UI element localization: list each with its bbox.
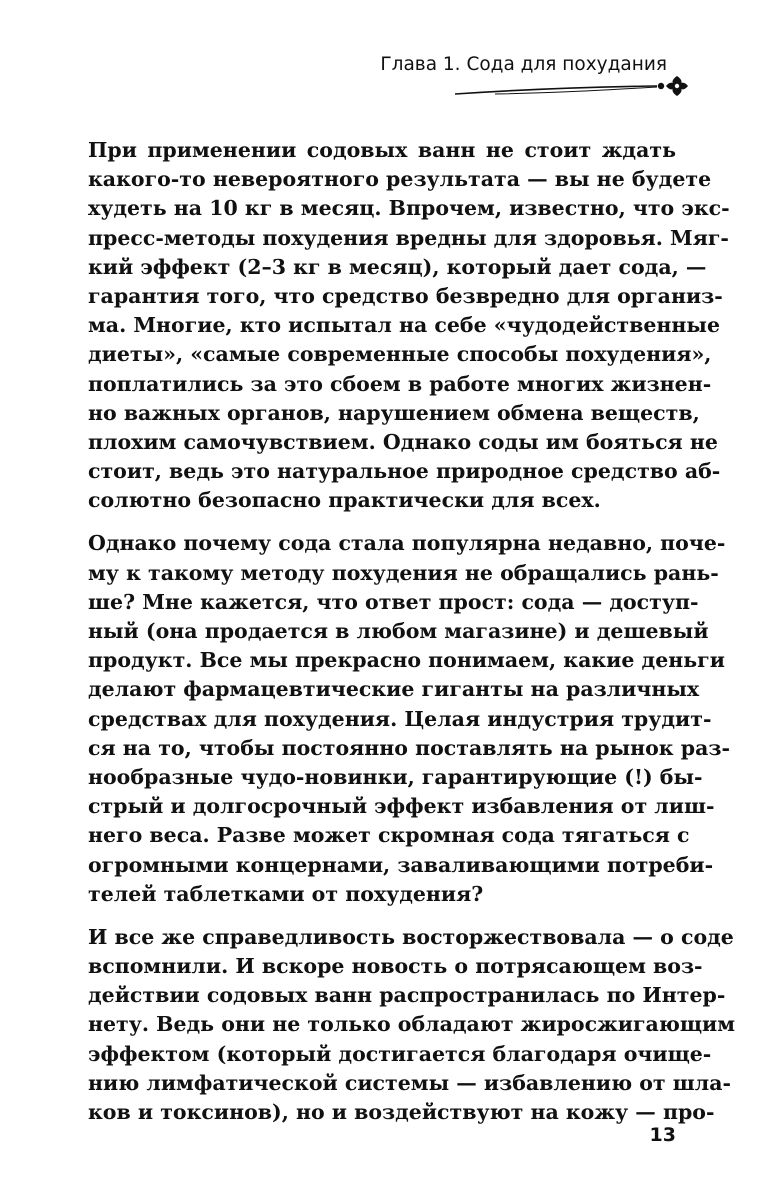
text-line: нию лимфатической системы — избавлению от шла- xyxy=(88,1070,732,1095)
text-line: диеты», «самые современные способы похудения», xyxy=(88,342,712,367)
text-line: но важных органов, нарушением обмена веществ, xyxy=(88,400,700,425)
text-line: гарантия того, что средство безвредно для организ- xyxy=(88,283,723,308)
text-line: И все же справедливость восторжествовала — о соде xyxy=(88,924,734,949)
text-line: какого-то невероятного результата — вы не будете xyxy=(88,167,712,192)
text-line: нету. Ведь они не только обладают жиросжигающим xyxy=(88,1012,736,1037)
text-line: действии содовых ванн распространилась по Интер- xyxy=(88,983,726,1008)
text-line: стрый и долгосрочный эффект избавления от лиш- xyxy=(88,794,715,819)
text-line: ма. Многие, кто испытал на себе «чудодейственные xyxy=(88,313,721,338)
text-line: стоит, ведь это натуральное природное средство аб- xyxy=(88,459,721,484)
chapter-title: Глава 1. Сода для похудания xyxy=(380,54,667,75)
text-line: нообразные чудо-новинки, гарантирующие (!) бы- xyxy=(88,764,703,789)
text-line: ше? Мне кажется, что ответ прост: сода — доступ- xyxy=(88,589,699,614)
page-number: 13 xyxy=(649,1124,676,1146)
body-text xyxy=(88,136,736,1127)
text-line: эффектом (который достигается благодаря очище- xyxy=(88,1041,712,1066)
text-line: ся на то, чтобы постоянно поставлять на рынок раз- xyxy=(88,735,730,760)
text-line: вспомнили. И вскоре новость о потрясающем воз- xyxy=(88,954,703,979)
text-line: него веса. Разве может скромная сода тягаться с xyxy=(88,823,690,848)
text-line: поплатились за это сбоем в работе многих жизнен- xyxy=(88,371,712,396)
header-ornament-icon xyxy=(455,74,705,110)
text-line: кий эффект (2–3 кг в месяц), который дает сода, — xyxy=(88,254,707,279)
text-line: Однако почему сода стала популярна недавно, поче- xyxy=(88,531,726,556)
running-header xyxy=(0,0,763,110)
paragraph-2 xyxy=(88,529,730,908)
paragraph-3 xyxy=(88,923,736,1127)
text-line: огромными концернами, заваливающими потреби- xyxy=(88,852,714,877)
text-line: телей таблетками от похудения? xyxy=(88,881,484,906)
text-line: худеть на 10 кг в месяц. Впрочем, известно, что экс- xyxy=(88,196,730,221)
text-line: ный (она продается в любом магазине) и дешевый xyxy=(88,619,709,643)
paragraph-1 xyxy=(88,136,730,515)
text-line: При применении содовых ванн не стоит ждать xyxy=(88,138,676,162)
text-line: му к такому методу похудения не обращались рань- xyxy=(88,560,719,585)
text-line: ков и токсинов), но и воздействуют на кожу — про- xyxy=(88,1100,715,1124)
text-line: плохим самочувствием. Однако соды им бояться не xyxy=(88,429,718,454)
text-line: делают фармацевтические гиганты на различных xyxy=(88,677,700,702)
text-line: продукт. Все мы прекрасно понимаем, какие деньги xyxy=(88,648,725,673)
text-line: пресс-методы похудения вредны для здоровья. Мяг- xyxy=(88,225,729,250)
text-line: средствах для похудения. Целая индустрия трудит- xyxy=(88,706,712,731)
text-line: солютно безопасно практически для всех. xyxy=(88,488,601,513)
